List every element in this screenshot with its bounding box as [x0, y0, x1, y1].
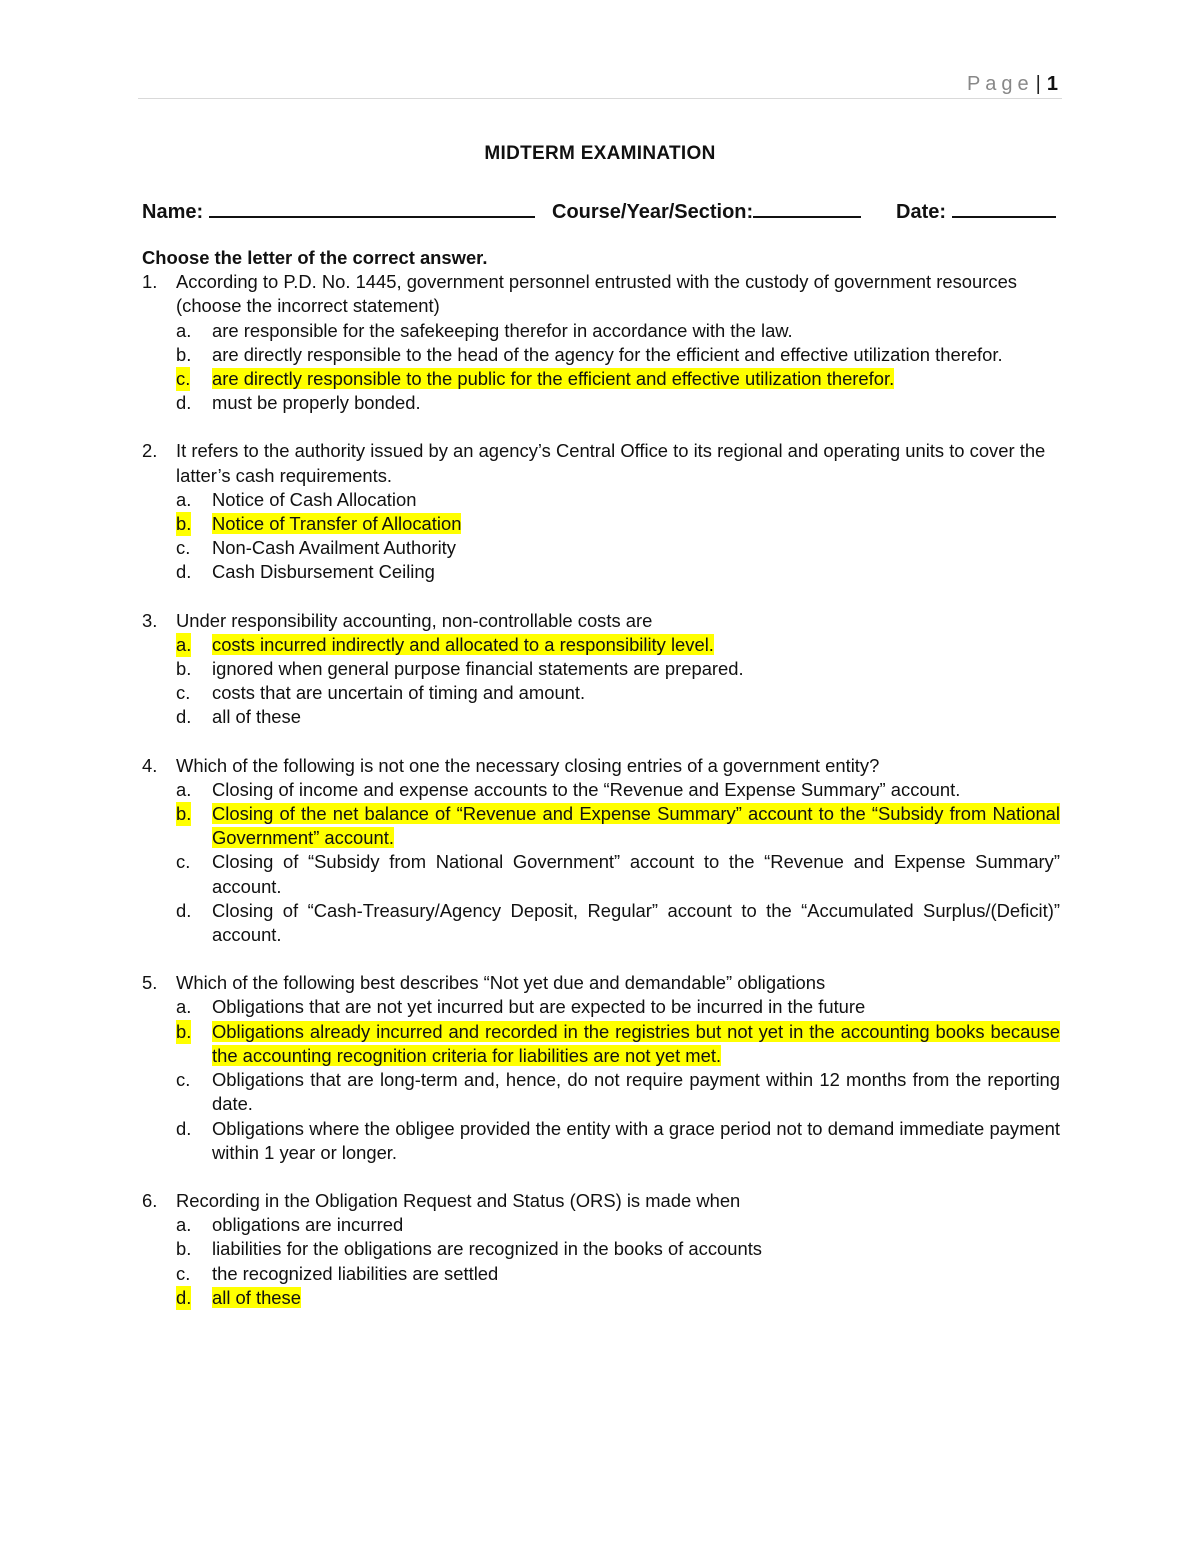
exam-title: MIDTERM EXAMINATION — [484, 143, 716, 164]
question-number: 3. — [142, 609, 158, 631]
question-5 — [142, 971, 1060, 1165]
page-label: Page — [966, 73, 1034, 95]
option-b-answer: b. Notice of Transfer of Allocation — [176, 512, 1060, 536]
option-a-answer: a. costs incurred indirectly and allocated to a responsibility level. — [176, 633, 1060, 657]
question-text: According to P.D. No. 1445, government personnel entrusted with the custody of government resources (choose the incorrect statement) — [176, 271, 1017, 317]
option-a: a. Obligations that are not yet incurred but are expected to be incurred in the future — [176, 996, 866, 1018]
question-text: Which of the following is not one the necessary closing entries of a government entity? — [176, 754, 880, 776]
option-a: a. Notice of Cash Allocation — [176, 488, 417, 510]
question-text: Which of the following best describes “Not yet due and demandable” obligations — [176, 972, 826, 994]
option-c: c. the recognized liabilities are settled — [176, 1262, 499, 1284]
option-d: d. all of these — [176, 706, 301, 728]
option-a: a. obligations are incurred — [176, 1214, 404, 1236]
page-number-label — [967, 73, 1058, 96]
instructions: Choose the letter of the correct answer. — [142, 247, 488, 268]
question-1 — [142, 270, 1060, 415]
exam-content — [142, 246, 1060, 1334]
course-label: Course/Year/Section: — [552, 201, 754, 223]
name-field[interactable] — [142, 196, 535, 224]
name-label: Name: — [142, 201, 204, 223]
question-number: 2. — [142, 440, 158, 462]
option-c: c. Closing of “Subsidy from National Government” account to the “Revenue and Expense Summary” account. — [176, 851, 1060, 897]
date-label: Date: — [896, 201, 947, 223]
option-d-answer: d. all of these — [176, 1286, 1060, 1310]
page-header — [138, 70, 1062, 99]
name-blank[interactable] — [209, 196, 535, 218]
course-field[interactable] — [552, 196, 861, 224]
date-blank[interactable] — [952, 196, 1056, 218]
question-text: Under responsibility accounting, non-controllable costs are — [176, 609, 653, 631]
option-b-answer: b. Closing of the net balance of “Revenue and Expense Summary” account to the “Subsidy from National Government” account. — [176, 803, 1060, 849]
question-number: 6. — [142, 1189, 158, 1211]
page-number: 1 — [1046, 73, 1058, 95]
course-blank[interactable] — [753, 196, 861, 218]
question-4 — [142, 754, 1060, 948]
question-text: Recording in the Obligation Request and Status (ORS) is made when — [176, 1189, 741, 1211]
option-a: a. Closing of income and expense accounts to the “Revenue and Expense Summary” account. — [176, 778, 961, 800]
option-c: c. Obligations that are long-term and, hence, do not require payment within 12 months from the reporting date. — [176, 1069, 1060, 1115]
question-number: 5. — [142, 972, 158, 994]
option-a: a. are responsible for the safekeeping therefor in accordance with the law. — [176, 319, 793, 341]
date-field[interactable] — [896, 196, 1056, 224]
option-d: d. Closing of “Cash-Treasury/Agency Deposit, Regular” account to the “Accumulated Surplus/(Deficit)” account. — [176, 899, 1060, 946]
option-c-answer: c. are directly responsible to the public for the efficient and effective utilization therefor. — [176, 367, 1060, 391]
question-3 — [142, 609, 1060, 730]
question-6 — [142, 1189, 1060, 1310]
option-b-answer: b. Obligations already incurred and recorded in the registries but not yet in the accounting books because the accounting recognition criteria for liabilities are not yet met. — [176, 1020, 1060, 1066]
option-b: b. liabilities for the obligations are recognized in the books of accounts — [176, 1238, 763, 1260]
student-info-fields — [142, 196, 1060, 226]
option-c: c. costs that are uncertain of timing and amount. — [176, 682, 586, 704]
option-d: d. must be properly bonded. — [176, 392, 421, 414]
option-b: b. are directly responsible to the head of the agency for the efficient and effective utilization therefor. — [176, 343, 1003, 365]
question-number: 4. — [142, 754, 158, 776]
question-text: It refers to the authority issued by an agency’s Central Office to its regional and operating units to cover the latter’s cash requirements. — [176, 440, 1046, 486]
option-d: d. Obligations where the obligee provided the entity with a grace period not to demand immediate payment within 1 year or longer. — [176, 1117, 1060, 1163]
option-c: c. Non-Cash Availment Authority — [176, 537, 456, 559]
page-separator: | — [1035, 73, 1041, 95]
option-d: d. Cash Disbursement Ceiling — [176, 561, 435, 583]
question-2 — [142, 439, 1060, 584]
question-number: 1. — [142, 271, 158, 293]
option-b: b. ignored when general purpose financial statements are prepared. — [176, 658, 744, 680]
